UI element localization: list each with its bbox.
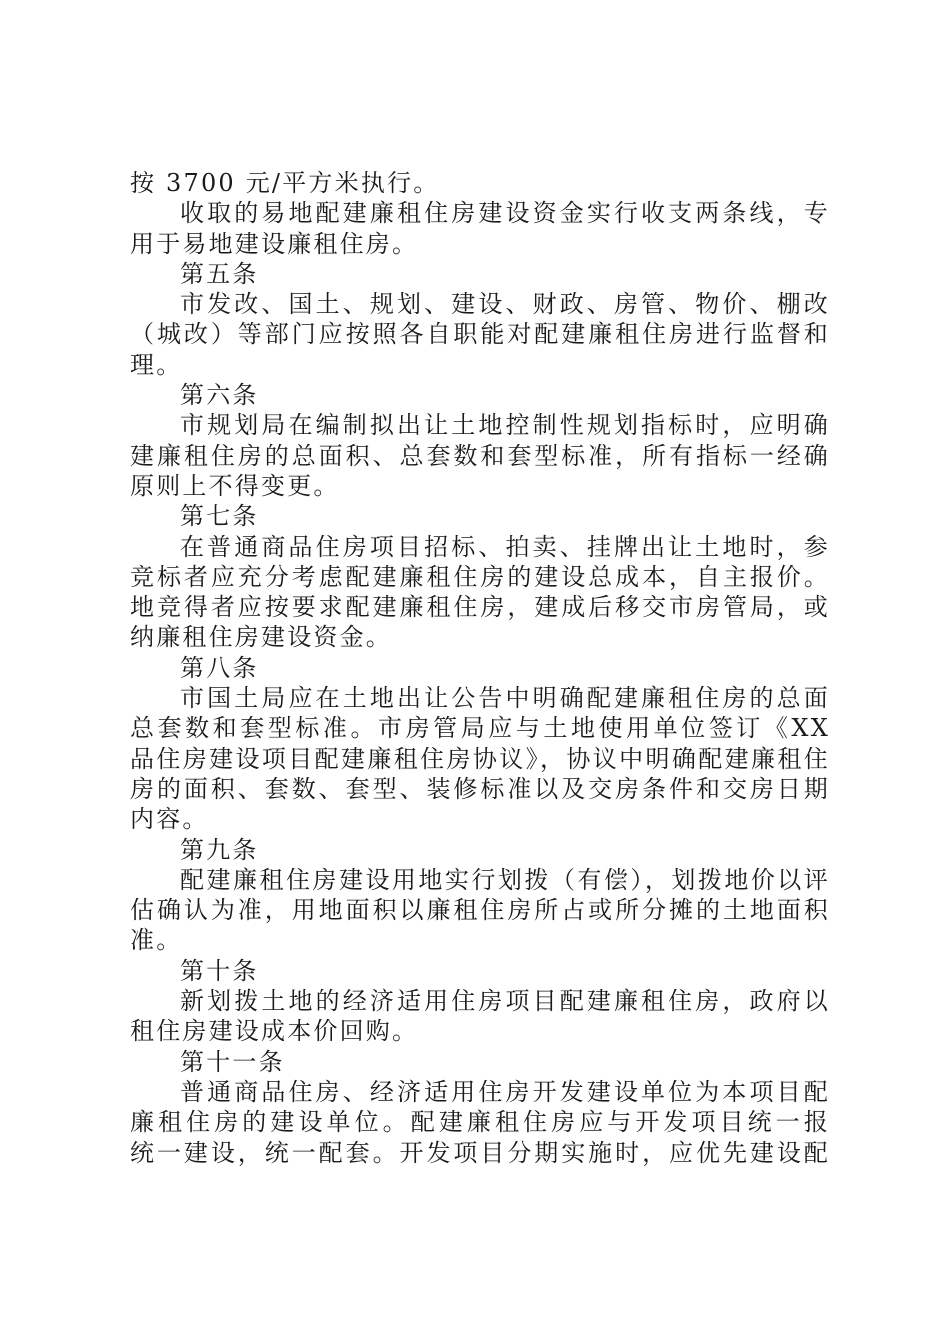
paragraph-line: 在普通商品住房项目招标、拍卖、挂牌出让土地时，参 xyxy=(180,532,830,561)
paragraph-line: 建廉租住房的总面积、总套数和套型标准，所有指标一经确 xyxy=(130,441,830,470)
paragraph-line: 内容。 xyxy=(130,805,209,834)
paragraph-line: 用于易地建设廉租住房。 xyxy=(130,229,419,258)
article-heading: 第七条 xyxy=(180,502,259,531)
article-heading: 第十一条 xyxy=(180,1047,285,1076)
paragraph-line: 租住房建设成本价回购。 xyxy=(130,1017,419,1046)
paragraph-line: 市规划局在编制拟出让土地控制性规划指标时，应明确 xyxy=(180,411,830,440)
paragraph-line: 理。 xyxy=(130,350,183,379)
paragraph-line: 品住房建设项目配建廉租住房协议》，协议中明确配建廉租住 xyxy=(130,744,830,773)
paragraph-line: 按 3700 元/平方米执行。 xyxy=(130,169,440,197)
paragraph-line: 竞标者应充分考虑配建廉租住房的建设总成本，自主报价。 xyxy=(130,562,830,591)
article-heading: 第八条 xyxy=(180,653,259,682)
paragraph-line: （城改）等部门应按照各自职能对配建廉租住房进行监督和 xyxy=(130,320,830,349)
article-heading: 第六条 xyxy=(180,381,259,410)
document-body xyxy=(130,168,830,1168)
paragraph-line: 普通商品住房、经济适用住房开发建设单位为本项目配 xyxy=(180,1077,830,1106)
paragraph-line: 总套数和套型标准。市房管局应与土地使用单位签订《XX xyxy=(130,714,830,743)
article-heading: 第五条 xyxy=(180,259,259,288)
paragraph-line: 原则上不得变更。 xyxy=(130,471,340,500)
paragraph-line: 统一建设，统一配套。开发项目分期实施时，应优先建设配 xyxy=(130,1138,830,1167)
article-heading: 第九条 xyxy=(180,835,259,864)
paragraph-line: 房的面积、套数、套型、装修标准以及交房条件和交房日期 xyxy=(130,774,830,803)
paragraph-line: 新划拨土地的经济适用住房项目配建廉租住房，政府以 xyxy=(180,987,830,1016)
paragraph-line: 配建廉租住房建设用地实行划拨（有偿），划拨地价以评 xyxy=(180,865,830,894)
paragraph-line: 市国土局应在土地出让公告中明确配建廉租住房的总面 xyxy=(180,684,830,713)
paragraph-line: 地竞得者应按要求配建廉租住房，建成后移交市房管局，或 xyxy=(130,593,830,622)
paragraph-line: 廉租住房的建设单位。配建廉租住房应与开发项目统一报 xyxy=(130,1108,830,1137)
paragraph-line: 市发改、国土、规划、建设、财政、房管、物价、棚改 xyxy=(180,290,830,319)
article-heading: 第十条 xyxy=(180,956,259,985)
paragraph-line: 准。 xyxy=(130,926,183,955)
paragraph-line: 估确认为准，用地面积以廉租住房所占或所分摊的土地面积 xyxy=(130,896,830,925)
paragraph-line: 收取的易地配建廉租住房建设资金实行收支两条线，专 xyxy=(180,199,830,228)
paragraph-line: 纳廉租住房建设资金。 xyxy=(130,623,392,652)
